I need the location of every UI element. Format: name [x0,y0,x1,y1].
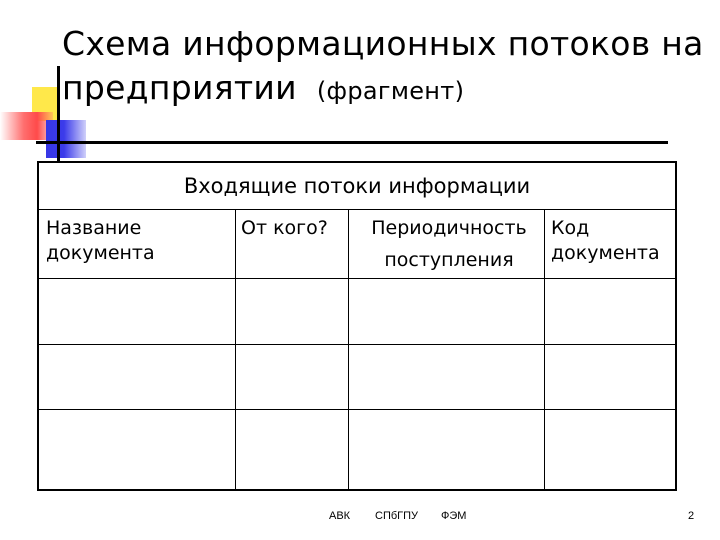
column-header-from-whom [241,216,328,241]
decor-blue-square [46,120,86,158]
column-divider [348,209,349,489]
column-header-line: От кого? [241,217,328,239]
footer-right: ФЭМ [441,510,467,522]
column-divider [235,209,236,489]
footer-left: АВК [329,510,351,522]
incoming-flows-table [37,161,677,491]
page-number: 2 [688,510,695,522]
slide-title [62,22,702,113]
column-header-line: документа [46,242,155,264]
column-header-line: Название [46,217,142,239]
column-divider [544,209,545,489]
title-line-1: Схема информационных потоков на [62,24,704,63]
title-line-2-text: предприятии [62,68,297,107]
table-heading: Входящие потоки информации [39,163,675,210]
row-divider [39,278,675,279]
column-header-line: документа [551,242,660,264]
title-line-2 [62,66,702,113]
column-header-document-name [46,216,155,266]
decor-vertical-line [57,66,60,161]
column-header-line: Код [551,217,590,239]
column-header-line: Периодичность [371,217,527,239]
row-divider [39,344,675,345]
column-header-document-code [551,216,660,266]
column-header-periodicity [356,216,542,273]
row-divider [39,409,675,410]
footer-center: СПбГПУ [375,510,419,522]
title-subtitle: (фрагмент) [316,77,465,105]
title-underline [36,141,668,144]
column-header-line: поступления [384,249,514,271]
